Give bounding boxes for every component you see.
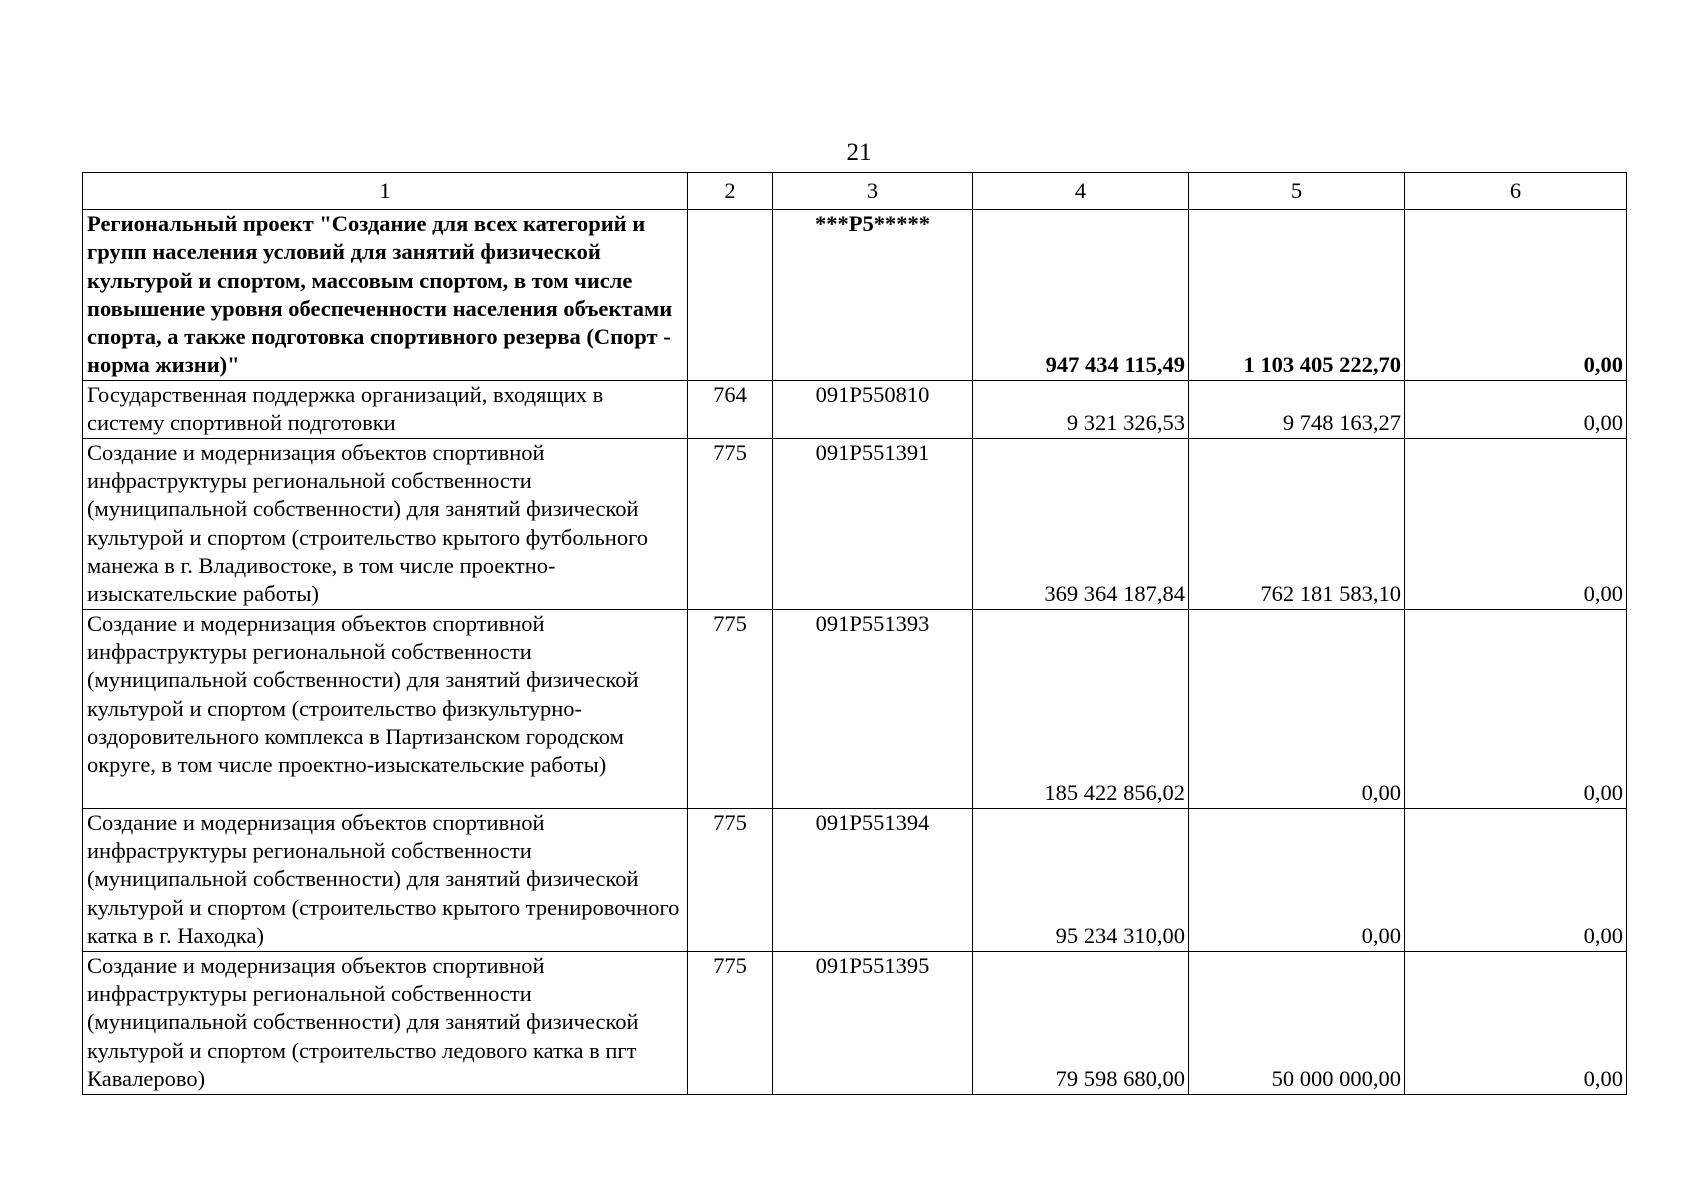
row-amount-col4: 185 422 856,02 — [973, 609, 1189, 808]
row-amount-col5: 50 000 000,00 — [1189, 951, 1405, 1094]
table-row — [83, 609, 1627, 808]
table-row — [83, 951, 1627, 1094]
row-name: Создание и модернизация объектов спортивной инфраструктуры региональной собственности (муниципальной собственности) для занятий физической культурой и спортом (строительство крытого тренировочного катка в г. Находка) — [83, 808, 688, 951]
table-row — [83, 808, 1627, 951]
row-department-code: 775 — [688, 808, 773, 951]
row-target-code: 091P550810 — [773, 380, 973, 438]
table-row — [83, 380, 1627, 438]
row-amount-col4: 947 434 115,49 — [973, 210, 1189, 381]
row-target-code: 091P551395 — [773, 951, 973, 1094]
column-header: 6 — [1405, 173, 1627, 210]
row-target-code: ***P5***** — [773, 210, 973, 381]
row-name: Создание и модернизация объектов спортивной инфраструктуры региональной собственности (муниципальной собственности) для занятий физической культурой и спортом (строительство ледового катка в пгт Кавалерово) — [83, 951, 688, 1094]
row-amount-col5: 0,00 — [1189, 808, 1405, 951]
row-target-code: 091P551391 — [773, 438, 973, 609]
page-number: 21 — [846, 139, 872, 166]
row-department-code: 775 — [688, 951, 773, 1094]
row-department-code — [688, 210, 773, 381]
budget-table — [82, 172, 1627, 1095]
column-header: 5 — [1189, 173, 1405, 210]
table-row — [83, 210, 1627, 381]
row-amount-col5: 1 103 405 222,70 — [1189, 210, 1405, 381]
row-amount-col5: 9 748 163,27 — [1189, 380, 1405, 438]
table-header-row — [83, 173, 1627, 210]
table-row — [83, 438, 1627, 609]
row-amount-col6: 0,00 — [1405, 609, 1627, 808]
row-amount-col4: 79 598 680,00 — [973, 951, 1189, 1094]
column-header: 2 — [688, 173, 773, 210]
row-amount-col6: 0,00 — [1405, 438, 1627, 609]
row-amount-col6: 0,00 — [1405, 951, 1627, 1094]
row-department-code: 775 — [688, 438, 773, 609]
row-amount-col6: 0,00 — [1405, 210, 1627, 381]
column-header: 1 — [83, 173, 688, 210]
row-name: Создание и модернизация объектов спортивной инфраструктуры региональной собственности (муниципальной собственности) для занятий физической культурой и спортом (строительство крытого футбольного манежа в г. Владивостоке, в том числе проектно-изыскательские работы) — [83, 438, 688, 609]
row-amount-col6: 0,00 — [1405, 380, 1627, 438]
row-name: Создание и модернизация объектов спортивной инфраструктуры региональной собственности (муниципальной собственности) для занятий физической культурой и спортом (строительство физкультурно-оздоровительного комплекса в Партизанском городском округе, в том числе проектно-изыскательские работы) — [83, 609, 688, 808]
column-header: 4 — [973, 173, 1189, 210]
row-target-code: 091P551393 — [773, 609, 973, 808]
row-target-code: 091P551394 — [773, 808, 973, 951]
row-amount-col4: 369 364 187,84 — [973, 438, 1189, 609]
row-name: Региональный проект "Создание для всех категорий и групп населения условий для занятий физической культурой и спортом, массовым спортом, в том числе повышение уровня обеспеченности населения объектами спорта, а также подготовка спортивного резерва (Спорт - норма жизни)" — [83, 210, 688, 381]
row-amount-col5: 762 181 583,10 — [1189, 438, 1405, 609]
row-name: Государственная поддержка организаций, входящих в систему спортивной подготовки — [83, 380, 688, 438]
row-amount-col4: 9 321 326,53 — [973, 380, 1189, 438]
row-amount-col5: 0,00 — [1189, 609, 1405, 808]
column-header: 3 — [773, 173, 973, 210]
row-amount-col4: 95 234 310,00 — [973, 808, 1189, 951]
row-department-code: 775 — [688, 609, 773, 808]
row-department-code: 764 — [688, 380, 773, 438]
row-amount-col6: 0,00 — [1405, 808, 1627, 951]
